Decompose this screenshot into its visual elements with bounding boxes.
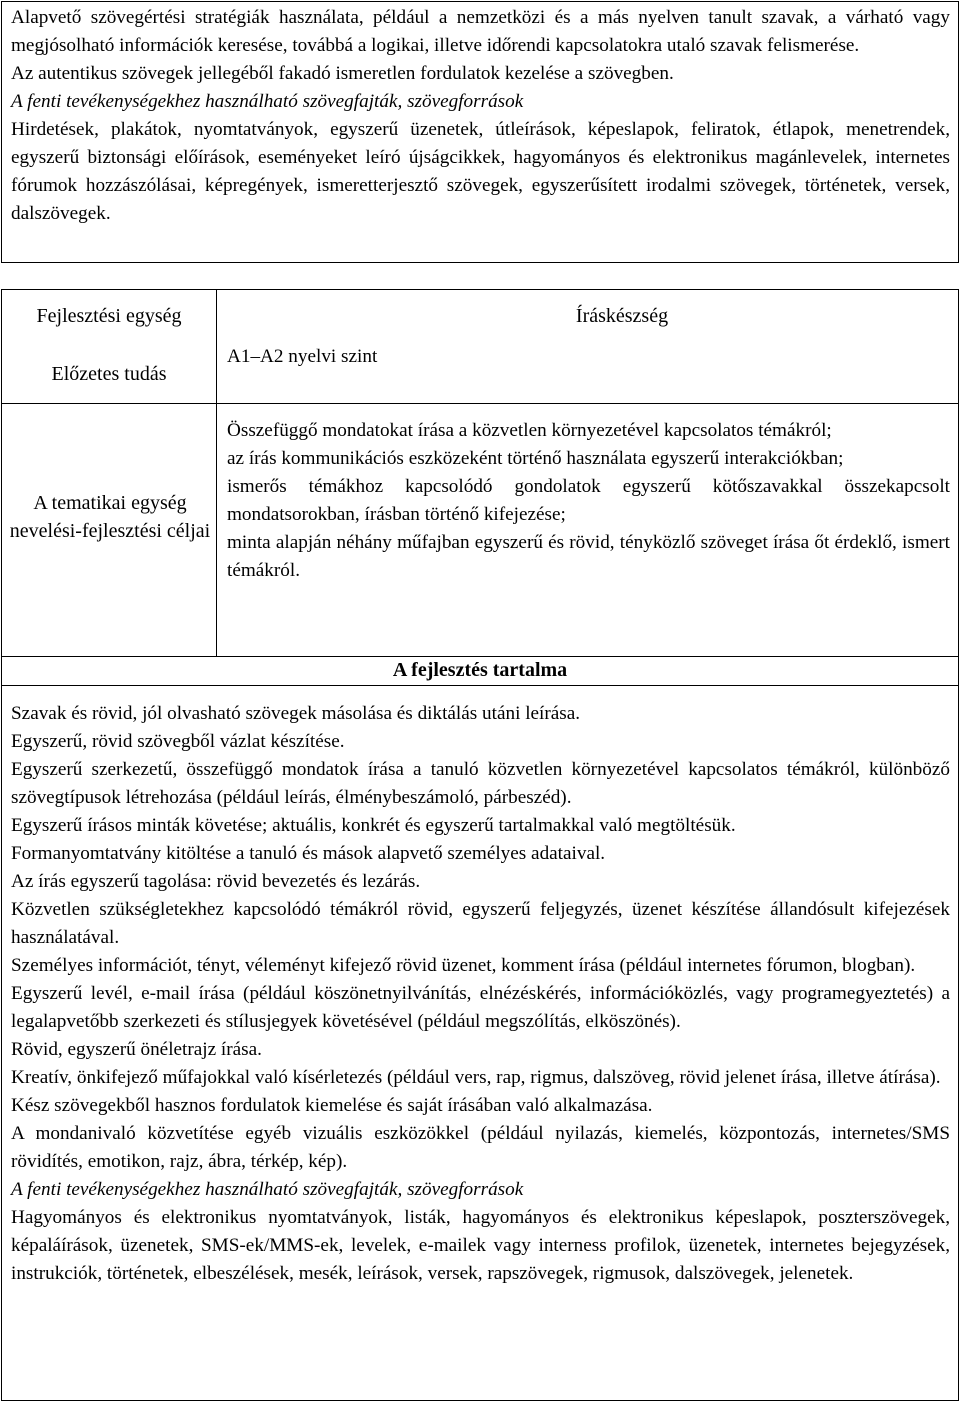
unit-label: Fejlesztési egység (36, 305, 182, 327)
unit-value-cell (216, 302, 958, 330)
content-item: Az írás egyszerű tagolása: rövid bevezetés és lezárás. (11, 871, 421, 892)
sources-subheading: A fenti tevékenységekhez használható szövegfajták, szövegforrások (11, 91, 524, 112)
prior-label-cell (2, 360, 216, 388)
goals-label-cell (8, 489, 212, 545)
content-item: A mondanivaló közvetítése egyéb vizuális eszközökkel (például nyilazás, kiemelés, központozás, internetes/SMS rövidítés, emotikon, rajz, ábra, térkép, kép). (11, 1123, 950, 1172)
goal-item: Összefüggő mondatokat írása a közvetlen környezetével kapcsolatos témákról; (227, 420, 832, 441)
unit-label-cell (2, 302, 216, 330)
sources-text: Hirdetések, plakátok, nyomtatványok, egyszerű üzenetek, útleírások, képeslapok, feliratok, étlapok, menetrendek, egyszerű biztonsági előírások, eseményeket leíró újságcikkek, hagyományos és elektronikus magánlevelek, internetes fórumok hozzászólásai, képregények, ismeretterjesztő szövegek, egyszerűsített irodalmi szövegek, történetek, versek, dalszövegek. (11, 119, 950, 224)
curriculum-table (1, 289, 959, 1401)
unit-value: Íráskészség (575, 305, 669, 327)
prior-label: Előzetes tudás (51, 363, 167, 385)
content-list (11, 700, 950, 1288)
content-item: Formanyomtatvány kitöltése a tanuló és mások alapvető személyes adataival. (11, 843, 606, 864)
goal-item: az írás kommunikációs eszközeként történő használata egyszerű interakciókban; (227, 448, 844, 469)
content-item: Személyes információt, tényt, véleményt kifejező rövid üzenet, komment írása (például internetes fórumon, blogban). (11, 955, 916, 976)
content-item: Rövid, egyszerű önéletrajz írása. (11, 1039, 262, 1060)
reading-strategies-box (1, 1, 959, 263)
content-item: Kreatív, önkifejező műfajokkal való kísérletezés (például vers, rap, rigmus, dalszöveg, rövid jelenet írása, illetve átírása). (11, 1067, 941, 1088)
content-item: Egyszerű szerkezetű, összefüggő mondatok írása a tanuló közvetlen környezetével kapcsolatos témákról, különböző szövegtípusok létrehozása (például leírás, élménybeszámoló, párbeszéd). (11, 759, 950, 808)
content-item: Egyszerű írásos minták követése; aktuális, konkrét és egyszerű tartalmakkal való megtöltésük. (11, 815, 736, 836)
column-divider (216, 290, 217, 656)
content-heading: A fejlesztés tartalma (392, 659, 568, 681)
sources-subheading: A fenti tevékenységekhez használható szövegfajták, szövegforrások (11, 1179, 524, 1200)
content-item: Egyszerű levél, e-mail írása (például köszönetnyilvánítás, elnézéskérés, információközlés, vagy programegyeztetés) a legalapvetőbb szerkezeti és stílusjegyek követésével (például megszólítás, elköszönés). (11, 983, 950, 1032)
content-item: Kész szövegekből hasznos fordulatok kiemelése és saját írásában való alkalmazása. (11, 1095, 653, 1116)
goal-item: ismerős témákhoz kapcsolódó gondolatok egyszerű kötőszavakkal összekapcsolt mondatsorokban, írásban történő kifejezése; (227, 476, 950, 525)
goals-label: A tematikai egység nevelési-fejlesztési céljai (9, 492, 211, 542)
strategy-paragraph: Az autentikus szövegek jellegéből fakadó ismeretlen fordulatok kezelése a szövegben. (11, 63, 674, 84)
goal-item: minta alapján néhány műfajban egyszerű és rövid, tényközlő szöveget írása őt érdeklő, ismert témákról. (227, 532, 950, 581)
prior-value-cell (227, 343, 950, 371)
prior-value: A1–A2 nyelvi szint (227, 346, 378, 367)
content-item: Közvetlen szükségletekhez kapcsolódó témákról rövid, egyszerű feljegyzés, üzenet készítése állandósult kifejezések használatával. (11, 899, 950, 948)
sources-text: Hagyományos és elektronikus nyomtatványok, listák, hagyományos és elektronikus képeslapok, poszterszövegek, képaláírások, üzenetek, SMS-ek/MMS-ek, levelek, e-mailek vagy interness profilok, üzenetek, internetes bejegyzések, instrukciók, történetek, elbeszélések, mesék, leírások, versek, rapszövegek, rigmusok, dalszövegek, jelenetek. (11, 1207, 950, 1284)
goals-list (227, 417, 950, 585)
content-item: Egyszerű, rövid szövegből vázlat készítése. (11, 731, 345, 752)
strategy-paragraph: Alapvető szövegértési stratégiák használata, például a nemzetközi és a más nyelven tanult szavak, a várható vagy megjósolható információk keresése, továbbá a logikai, illetve időrendi kapcsolatokra utaló szavak felismerése. (11, 7, 950, 56)
row-divider (2, 685, 958, 686)
content-item: Szavak és rövid, jól olvasható szövegek másolása és diktálás utáni leírása. (11, 703, 581, 724)
row-divider (2, 403, 958, 404)
